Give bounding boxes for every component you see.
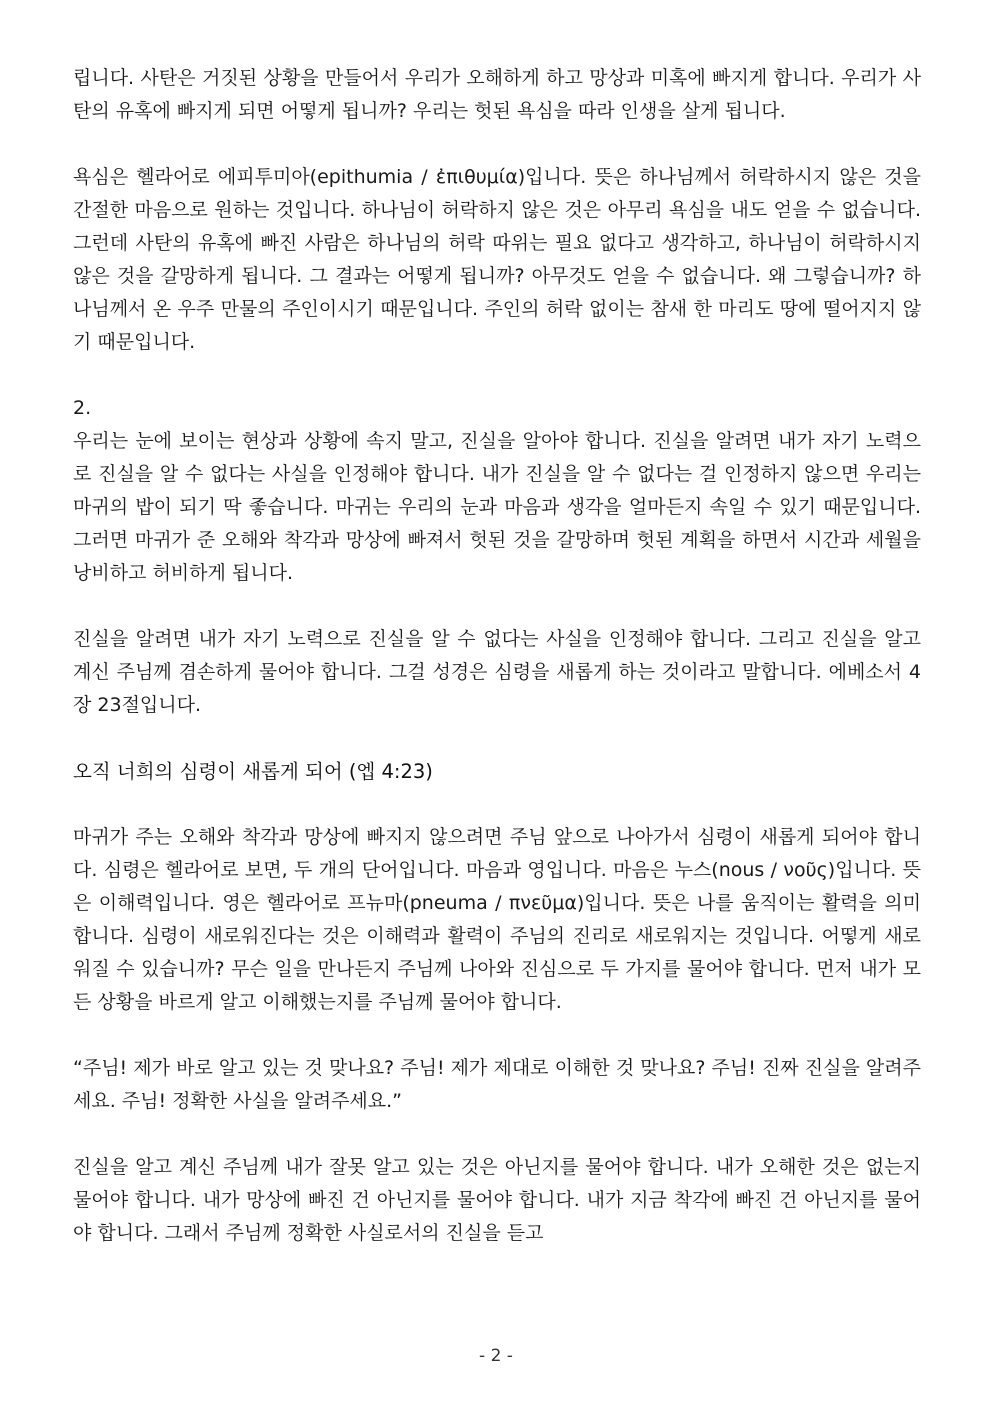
prayer-quote: “주님! 제가 바로 알고 있는 것 맞나요? 주님! 제가 제대로 이해한 것 맞나요? 주님! 진짜 진실을 알려주세요. 주님! 정확한 사실을 알려주세요.” (73, 1057, 921, 1112)
paragraph-1: 립니다. 사탄은 거짓된 상황을 만들어서 우리가 오해하게 하고 망상과 미혹에 빠지게 합니다. 우리가 사탄의 유혹에 빠지게 되면 어떻게 됩니까? 우리는 헛된 욕심을 따라 인생을 살게 됩니다. (73, 67, 921, 122)
paragraph-5: 마귀가 주는 오해와 착각과 망상에 빠지지 않으려면 주님 앞으로 나아가서 심령이 새롭게 되어야 합니다. 심령은 헬라어로 보면, 두 개의 단어입니다. 마음과 영입니다. 마음은 누스(nous / νοῦς)입니다. 뜻은 이해력입니다. 영은 헬라어로 프뉴마(pneuma / πνεῦμα)입니다. 뜻은 나를 움직이는 활력을 의미합니다. 심령이 새로워진다는 것은 이해력과 활력이 주님의 진리로 새로워지는 것입니다. 어떻게 새로워질 수 있습니까? 무슨 일을 만나든지 주님께 나아와 진심으로 두 가지를 물어야 합니다. 먼저 내가 모든 상황을 바르게 알고 이해했는지를 주님께 물어야 합니다. (73, 826, 921, 1013)
paragraph-gap (73, 788, 921, 821)
paragraph-4: 진실을 알려면 내가 자기 노력으로 진실을 알 수 없다는 사실을 인정해야 합니다. 그리고 진실을 알고 계신 주님께 겸손하게 물어야 합니다. 그걸 성경은 심령을 새롭게 하는 것이라고 말합니다. 에베소서 4장 23절입니다. (73, 628, 921, 716)
paragraph-gap (73, 1118, 921, 1151)
paragraph-gap (73, 359, 921, 392)
page-number: - 2 - (479, 1346, 513, 1366)
paragraph-3: 우리는 눈에 보이는 현상과 상황에 속지 말고, 진실을 알아야 합니다. 진실을 알려면 내가 자기 노력으로 진실을 알 수 없다는 사실을 인정해야 합니다. 내가 진실을 알 수 없다는 걸 인정하지 않으면 우리는 마귀의 밥이 되기 딱 좋습니다. 마귀는 우리의 눈과 마음과 생각을 얼마든지 속일 수 있기 때문입니다. 그러면 마귀가 준 오해와 착각과 망상에 빠져서 헛된 것을 갈망하며 헛된 계획을 하면서 시간과 세월을 낭비하고 허비하게 됩니다. (73, 430, 921, 584)
paragraph-gap (73, 128, 921, 161)
paragraph-gap (73, 590, 921, 623)
paragraph-2: 욕심은 헬라어로 에피투미아(epithumia / ἐπιθυμία)입니다. 뜻은 하나님께서 허락하시지 않은 것을 간절한 마음으로 원하는 것입니다. 하나님이 허락하지 않은 것은 아무리 욕심을 내도 얻을 수 없습니다. 그런데 사탄의 유혹에 빠진 사람은 하나님의 허락 따위는 필요 없다고 생각하고, 하나님이 허락하시지 않은 것을 갈망하게 됩니다. 그 결과는 어떻게 됩니까? 아무것도 얻을 수 없습니다. 왜 그렇습니까? 하나님께서 온 우주 만물의 주인이시기 때문입니다. 주인의 허락 없이는 참새 한 마리도 땅에 떨어지지 않기 때문입니다. (73, 166, 922, 353)
scripture-verse: 오직 너희의 심령이 새롭게 되어 (엡 4:23) (73, 760, 433, 783)
paragraph-gap (73, 1019, 921, 1052)
paragraph-gap (73, 722, 921, 755)
section-number: 2. (73, 397, 92, 419)
paragraph-7: 진실을 알고 계신 주님께 내가 잘못 알고 있는 것은 아닌지를 물어야 합니다. 내가 오해한 것은 없는지 물어야 합니다. 내가 망상에 빠진 건 아닌지를 물어야 합니다. 내가 지금 착각에 빠진 건 아닌지를 물어야 합니다. 그래서 주님께 정확한 사실로서의 진실을 듣고 (73, 1156, 921, 1244)
document-body (73, 62, 921, 1250)
